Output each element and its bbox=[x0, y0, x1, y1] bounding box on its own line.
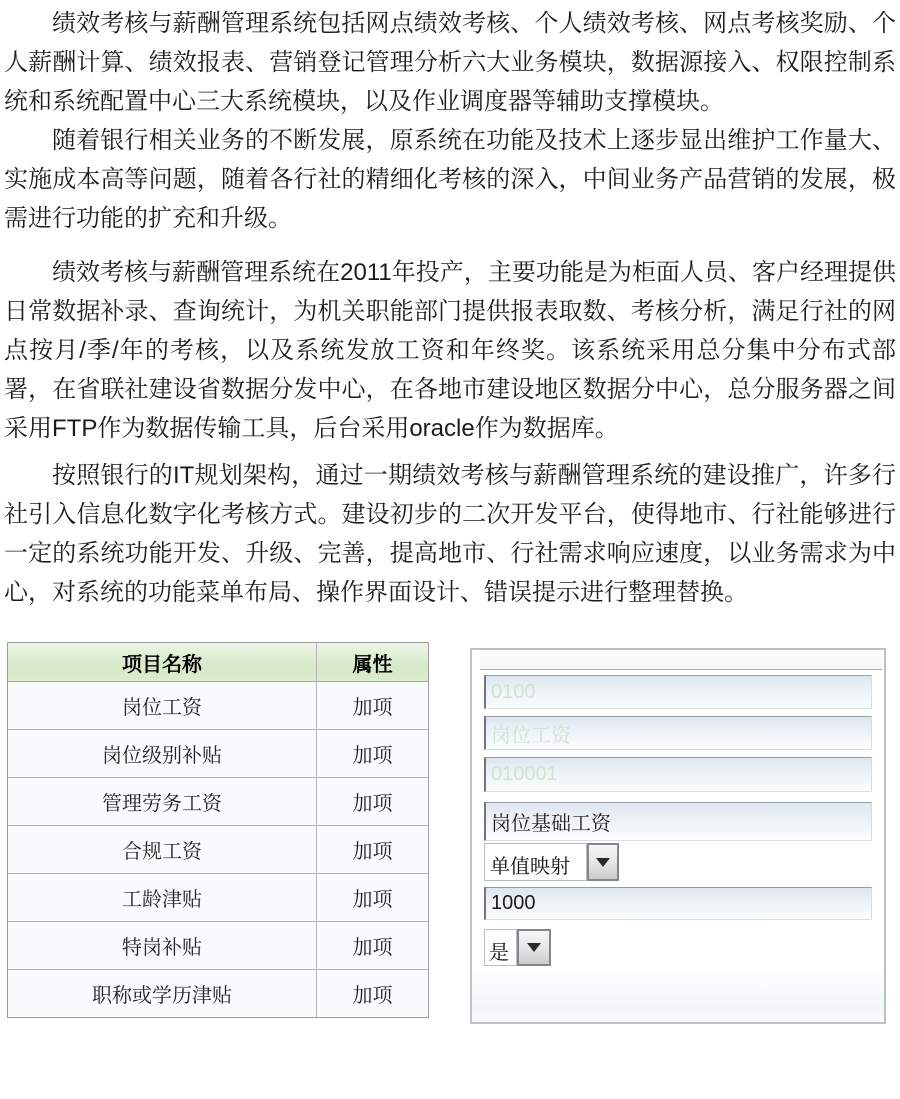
panel-text-input-2[interactable] bbox=[484, 887, 872, 920]
item-name-cell: 管理劳务工资 bbox=[8, 778, 317, 825]
table-row bbox=[8, 970, 428, 1017]
panel-text-input-1[interactable] bbox=[484, 802, 872, 841]
form-fields bbox=[472, 670, 884, 966]
item-name-cell: 岗位级别补贴 bbox=[8, 730, 317, 777]
table-row bbox=[8, 682, 428, 730]
table-row bbox=[8, 826, 428, 874]
panel-readonly-input-1 bbox=[484, 675, 872, 709]
chevron-down-icon bbox=[527, 943, 541, 952]
table-row bbox=[8, 922, 428, 970]
paragraph-1: 绩效考核与薪酬管理系统包括网点绩效考核、个人绩效考核、网点考核奖励、个人薪酬计算、绩效报表、营销登记管理分析六大业务模块，数据源接入、权限控制系统和系统配置中心三大系统模块，以及作业调度器等辅助支撑模块。 bbox=[4, 10, 896, 115]
item-name-header: 项目名称 bbox=[8, 643, 317, 681]
paragraph-4: 按照银行的IT规划架构，通过一期绩效考核与薪酬管理系统的建设推广，许多行社引入信息化数字化考核方式。建设初步的二次开发平台，使得地市、行社能够进行一定的系统功能开发、升级、完善，提高地市、行社需求响应速度，以业务需求为中心，对系统的功能菜单布局、操作界面设计、错误提示进行整理替换。 bbox=[4, 462, 896, 606]
table-row bbox=[8, 778, 428, 826]
panel-top-strip bbox=[480, 650, 882, 670]
attribute-cell: 加项 bbox=[352, 889, 393, 911]
paragraph-2: 随着银行相关业务的不断发展，原系统在功能及技术上逐步显出维护工作量大、实施成本高等问题，随着各行社的精细化考核的深入，中间业务产品营销的发展，极需进行功能的扩充和升级。 bbox=[4, 127, 896, 232]
item-name-cell: 特岗补贴 bbox=[8, 922, 317, 969]
paragraph-3: 绩效考核与薪酬管理系统在2011年投产，主要功能是为柜面人员、客户经理提供日常数据补录、查询统计，为机关职能部门提供报表取数、考核分析，满足行社的网点按月/季/年的考核，以及系统发放工资和年终奖。该系统采用总分集中分布式部署，在省联社建设省数据分发中心，在各地市建设地区数据分中心，总分服务器之间采用FTP作为数据传输工具，后台采用oracle作为数据库。 bbox=[4, 259, 896, 442]
panel-dropdown-1[interactable] bbox=[484, 843, 884, 881]
attribute-cell: 加项 bbox=[352, 841, 393, 863]
attribute-cell: 加项 bbox=[352, 937, 393, 959]
dropdown-selected-value[interactable]: 单值映射 bbox=[484, 843, 587, 881]
item-name-cell: 工龄津贴 bbox=[8, 874, 317, 921]
panel-dropdown-2[interactable] bbox=[484, 929, 884, 966]
salary-items-table bbox=[7, 642, 429, 1018]
dropdown-button[interactable] bbox=[587, 843, 619, 881]
item-name-cell: 职称或学历津贴 bbox=[8, 970, 317, 1017]
dropdown-button[interactable] bbox=[517, 929, 551, 966]
attribute-cell: 加项 bbox=[352, 985, 393, 1007]
attribute-cell: 加项 bbox=[352, 745, 393, 767]
attribute-cell: 加项 bbox=[352, 697, 393, 719]
dropdown-selected-value[interactable]: 是 bbox=[484, 929, 517, 966]
table-row bbox=[8, 730, 428, 778]
panel-readonly-input-2 bbox=[484, 716, 872, 750]
item-name-cell: 岗位工资 bbox=[8, 682, 317, 729]
item-detail-form-panel bbox=[470, 648, 886, 1024]
table-header-row bbox=[8, 643, 428, 682]
chevron-down-icon bbox=[596, 858, 610, 867]
panel-readonly-input-3 bbox=[484, 757, 872, 792]
document-text bbox=[4, 4, 896, 612]
item-name-cell: 合规工资 bbox=[8, 826, 317, 873]
table-row bbox=[8, 874, 428, 922]
attribute-header: 属性 bbox=[352, 653, 393, 676]
attribute-cell: 加项 bbox=[352, 793, 393, 815]
